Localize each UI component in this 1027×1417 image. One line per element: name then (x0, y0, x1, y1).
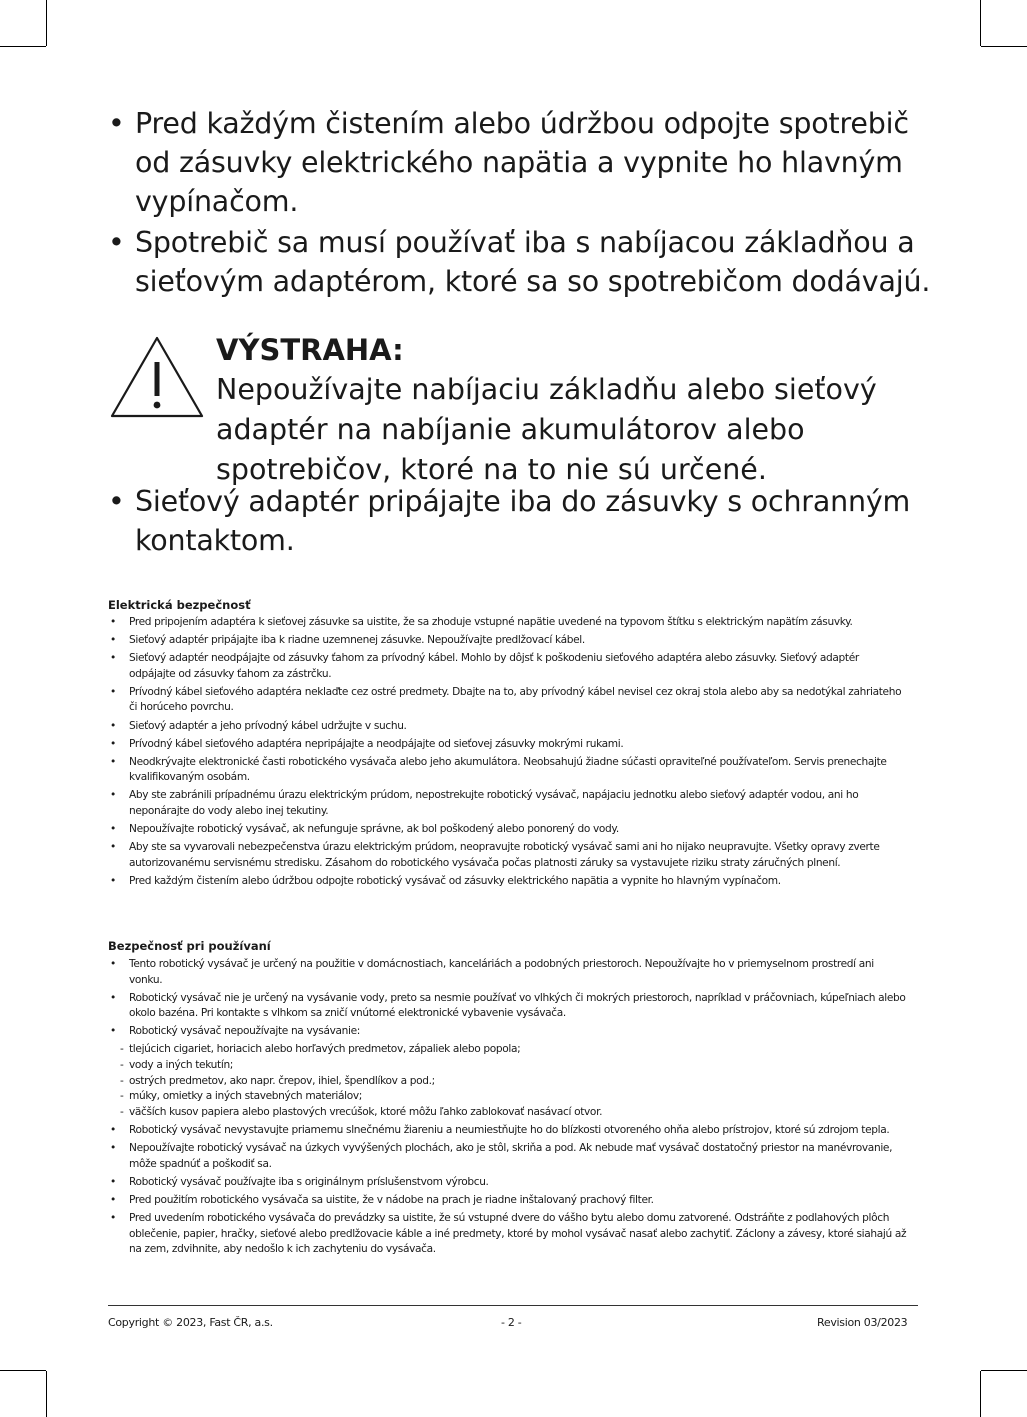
list-item: • Tento robotický vysávač je určený na použitie v domácnostiach, kanceláriách a podobných priestoroch. Nepoužívajte ho v priemyselnom prostredí ani vonku. (110, 958, 874, 986)
list-item: • Pred každým čistením alebo údržbou odpojte spotrebič od zásuvky elektrického napätia a vypnite ho hlavným vypínačom. (108, 107, 909, 218)
usage-list (108, 957, 908, 1260)
section-title-electrical: Elektrická bezpečnosť (108, 598, 251, 612)
mid-bullet-list (108, 482, 938, 560)
crop-mark (46, 0, 47, 46)
list-item: • Sieťový adaptér neodpájajte od zásuvky ťahom za prívodný kábel. Mohlo by dôjsť k poškodeniu sieťového adaptéra alebo zásuvky. Sieťový adaptér odpájajte od zásuvky ťahom za zástrčku. (110, 652, 859, 680)
crop-mark (981, 46, 1027, 47)
list-item: • Neodkrývajte elektronické časti robotického vysávača alebo jeho akumulátora. Neobsahujú žiadne súčasti opraviteľné používateľom. Servis prenechajte kvalifikovaným osobám. (110, 755, 887, 784)
list-item: • Prívodný kábel sieťového adaptéra neklaďte cez ostré predmety. Dbajte na to, aby prívodný kábel nevisel cez okraj stola alebo aby sa nedotýkal zahriateho či horúceho povrchu. (110, 685, 902, 714)
warning-text: Nepoužívajte nabíjaciu základňu alebo sieťový adaptér na nabíjanie akumulátorov alebo spotrebičov, ktoré na to nie sú určené. (216, 373, 877, 486)
list-item: • Robotický vysávač nevystavujte priamemu slnečnému žiareniu a neumiestňujte ho do blízkosti otvoreného ohňa alebo prístrojov, ktoré sú zdrojom tepla. (110, 1123, 890, 1136)
list-item: • Nepoužívajte robotický vysávač na úzkych vyvýšených plochách, ako je stôl, skriňa a pod. Ak nebude mať vysávač dostatočný priestor na manévrovanie, môže spadnúť a poškodiť sa. (110, 1142, 893, 1170)
sub-list-item: - ostrých predmetov, ako napr. črepov, ihiel, špendlíkov a pod.; (120, 1074, 435, 1087)
list-item: • Robotický vysávač nie je určený na vysávanie vody, preto sa nesmie používať vo vlhkých či mokrých priestoroch, napríklad v práčovniach, kúpeľniach alebo okolo bazéna. Pri kontakte s vlhkom sa zničí vnútorné elektronické vybavenie vysávača. (110, 991, 906, 1020)
warning-title: VÝSTRAHA: (216, 333, 404, 367)
list-item: • Pred každým čistením alebo údržbou odpojte robotický vysávač od zásuvky elektrického napätia a vypnite ho hlavným vypínačom. (110, 874, 781, 887)
warning-triangle-icon (108, 334, 206, 420)
list-item: • Sieťový adaptér pripájajte iba k riadne uzemnenej zásuvke. Nepoužívajte predlžovací kábel. (110, 634, 585, 647)
list-item: • Pred pripojením adaptéra k sieťovej zásuvke sa uistite, že sa zhoduje vstupné napätie uvedené na typovom štítku s elektrickým napätím zásuvky. (110, 616, 853, 628)
sub-list-item: - vody a iných tekutín; (120, 1059, 234, 1072)
list-item: • Nepoužívajte robotický vysávač, ak nefunguje správne, ak bol poškodený alebo ponorený do vody. (110, 823, 619, 836)
crop-mark (0, 46, 46, 47)
list-item: • Prívodný kábel sieťového adaptéra nepripájajte a neodpájajte od sieťovej zásuvky mokrými rukami. (110, 737, 624, 750)
crop-mark (981, 1370, 1027, 1371)
list-item: • Robotický vysávač používajte iba s originálnym príslušenstvom výrobcu. (110, 1175, 489, 1188)
sub-list-item: - múky, omietky a iných stavebných materiálov; (120, 1090, 362, 1103)
footer-page-number: - 2 - (501, 1316, 522, 1329)
crop-mark (980, 0, 981, 46)
top-bullet-list (108, 104, 938, 301)
list-item: • Aby ste sa vyvarovali nebezpečenstva úrazu elektrickým prúdom, neopravujte robotický vysávač sami ani ho nijako neupravujte. Všetky opravy zverte autorizovanému servisnému stredisku. Zásahom do robotického vysávača počas platnosti záruky sa vystavujete riziku straty záručných plnení. (110, 841, 880, 869)
sub-list-item: - tlejúcich cigariet, horiacich alebo horľavých predmetov, zápaliek alebo popola; (120, 1043, 521, 1056)
electrical-list (108, 615, 908, 892)
list-item: • Robotický vysávač nepoužívajte na vysávanie: (110, 1025, 361, 1038)
list-item: • Sieťový adaptér a jeho prívodný kábel udržujte v suchu. (110, 719, 407, 732)
footer-revision: Revision 03/2023 (817, 1316, 908, 1329)
footer-divider (108, 1305, 918, 1306)
footer-copyright: Copyright © 2023, Fast ČR, a.s. (108, 1316, 273, 1329)
warning-block (108, 330, 938, 490)
section-title-usage: Bezpečnosť pri používaní (108, 939, 271, 953)
crop-mark (46, 1371, 47, 1417)
list-item: • Pred uvedením robotického vysávača do prevádzky sa uistite, že sú vstupné dvere do vášho bytu alebo domu zatvorené. Odstráňte z podlahových plôch oblečenie, papier, hračky, sieťové alebo predlžovacie káble a iné predmety, ktoré by mohol vysávač nasať alebo zachytiť. Záclony a závesy, ktoré siahajú až na zem, zdvihnite, aby nedošlo k ich zachyteniu do vysávača. (110, 1211, 907, 1256)
list-item: • Aby ste zabránili prípadnému úrazu elektrickým prúdom, nepostrekujte robotický vysávač, napájaciu jednotku alebo sieťový adaptér vodou, ani ho neponárajte do vody alebo inej tekutiny. (110, 789, 859, 818)
crop-mark (0, 1370, 46, 1371)
sub-list-item: - väčších kusov papiera alebo plastových vrecúšok, ktoré môžu ľahko zablokovať nasávací otvor. (120, 1105, 603, 1118)
list-item: • Pred použitím robotického vysávača sa uistite, že v nádobe na prach je riadne inštalovaný prachový filter. (110, 1193, 654, 1206)
crop-mark (980, 1371, 981, 1417)
list-item: • Sieťový adaptér pripájajte iba do zásuvky s ochranným kontaktom. (108, 485, 911, 557)
list-item: • Spotrebič sa musí používať iba s nabíjacou základňou a sieťovým adaptérom, ktoré sa so spotrebičom dodávajú. (108, 226, 931, 298)
